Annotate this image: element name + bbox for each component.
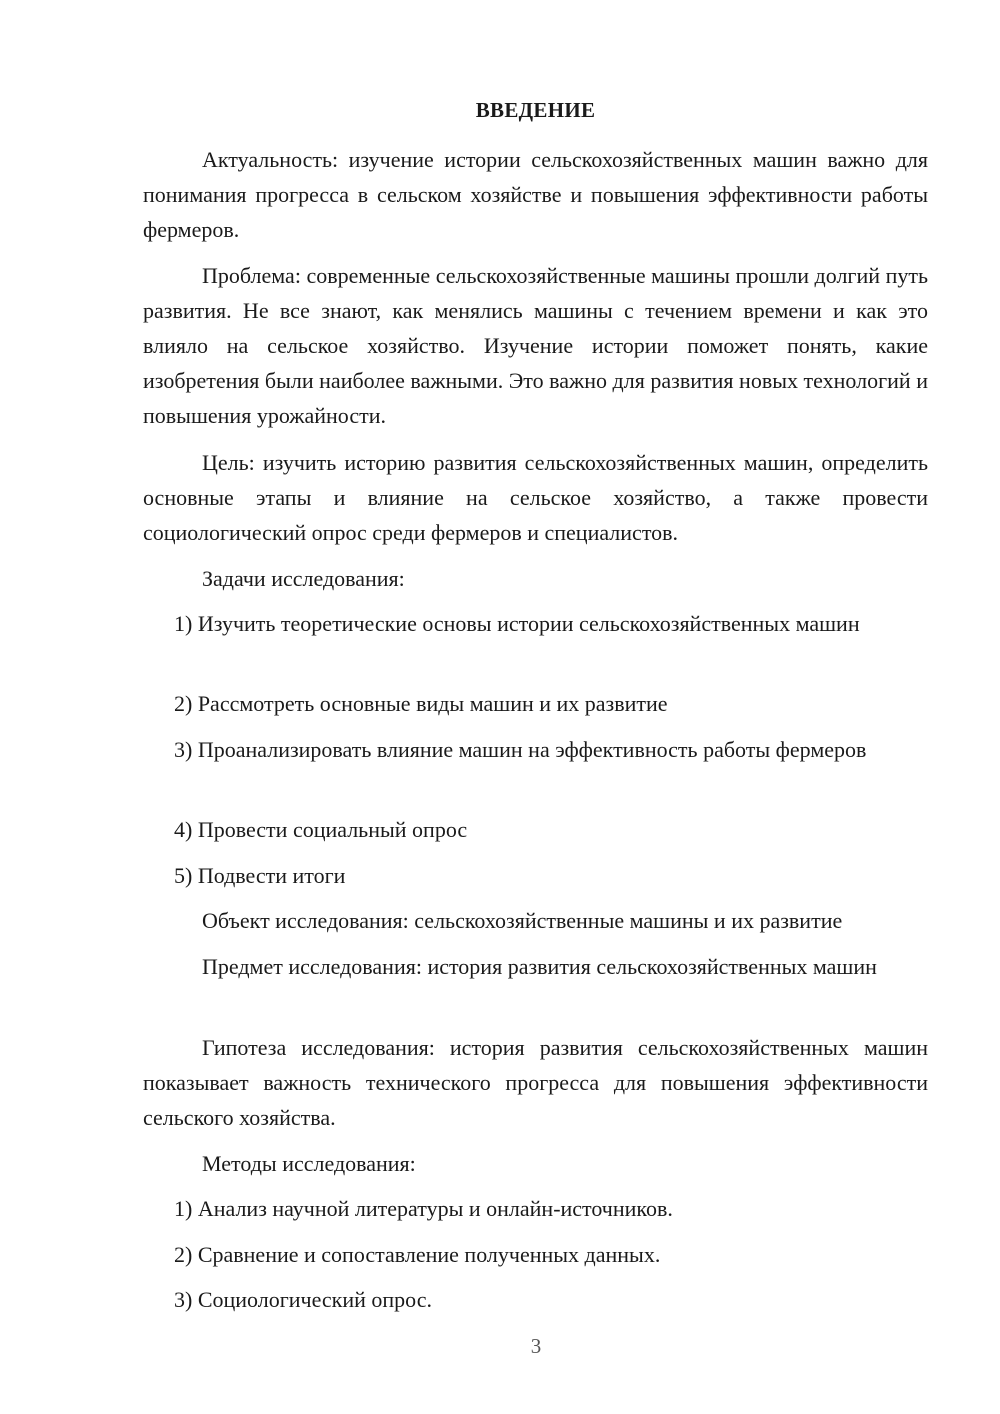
- list-item-task-2: 2) Рассмотреть основные виды машин и их развитие: [174, 691, 668, 716]
- paragraph-methods-heading: Методы исследования:: [202, 1151, 416, 1176]
- list-item-method-3: 3) Социологический опрос.: [174, 1287, 432, 1312]
- paragraph-hypothesis: Гипотеза исследования: история развития сельскохозяйственных машин показывает важность технического прогресса для повышения эффективности сельского хозяйства.: [143, 1035, 928, 1130]
- paragraph-relevance: Актуальность: изучение истории сельскохозяйственных машин важно для понимания прогресса в сельском хозяйстве и повышения эффективности работы фермеров.: [143, 147, 928, 242]
- paragraph-goal: Цель: изучить историю развития сельскохозяйственных машин, определить основные этапы и влияние на сельское хозяйство, а также провести социологический опрос среди фермеров и специалистов.: [143, 450, 928, 545]
- paragraph-object: Объект исследования: сельскохозяйственные машины и их развитие: [202, 908, 843, 933]
- paragraph-subject: Предмет исследования: история развития сельскохозяйственных машин: [202, 954, 877, 979]
- page-number: 3: [530, 1334, 542, 1358]
- list-item-method-2: 2) Сравнение и сопоставление полученных данных.: [174, 1242, 661, 1267]
- list-item-task-3: 3) Проанализировать влияние машин на эффективность работы фермеров: [174, 737, 867, 762]
- paragraph-tasks-heading: Задачи исследования:: [202, 566, 405, 591]
- list-item-task-5: 5) Подвести итоги: [174, 863, 346, 888]
- list-item-method-1: 1) Анализ научной литературы и онлайн-источников.: [174, 1196, 673, 1221]
- list-item-task-1: 1) Изучить теоретические основы истории сельскохозяйственных машин: [174, 611, 860, 636]
- page-title: ВВЕДЕНИЕ: [475, 98, 596, 122]
- paragraph-problem: Проблема: современные сельскохозяйственные машины прошли долгий путь развития. Не все знают, как менялись машины с течением времени и как это влияло на сельское хозяйство. Изучение истории поможет понять, какие изобретения были наиболее важными. Это важно для развития новых технологий и повышения урожайности.: [143, 263, 928, 428]
- list-item-task-4: 4) Провести социальный опрос: [174, 817, 468, 842]
